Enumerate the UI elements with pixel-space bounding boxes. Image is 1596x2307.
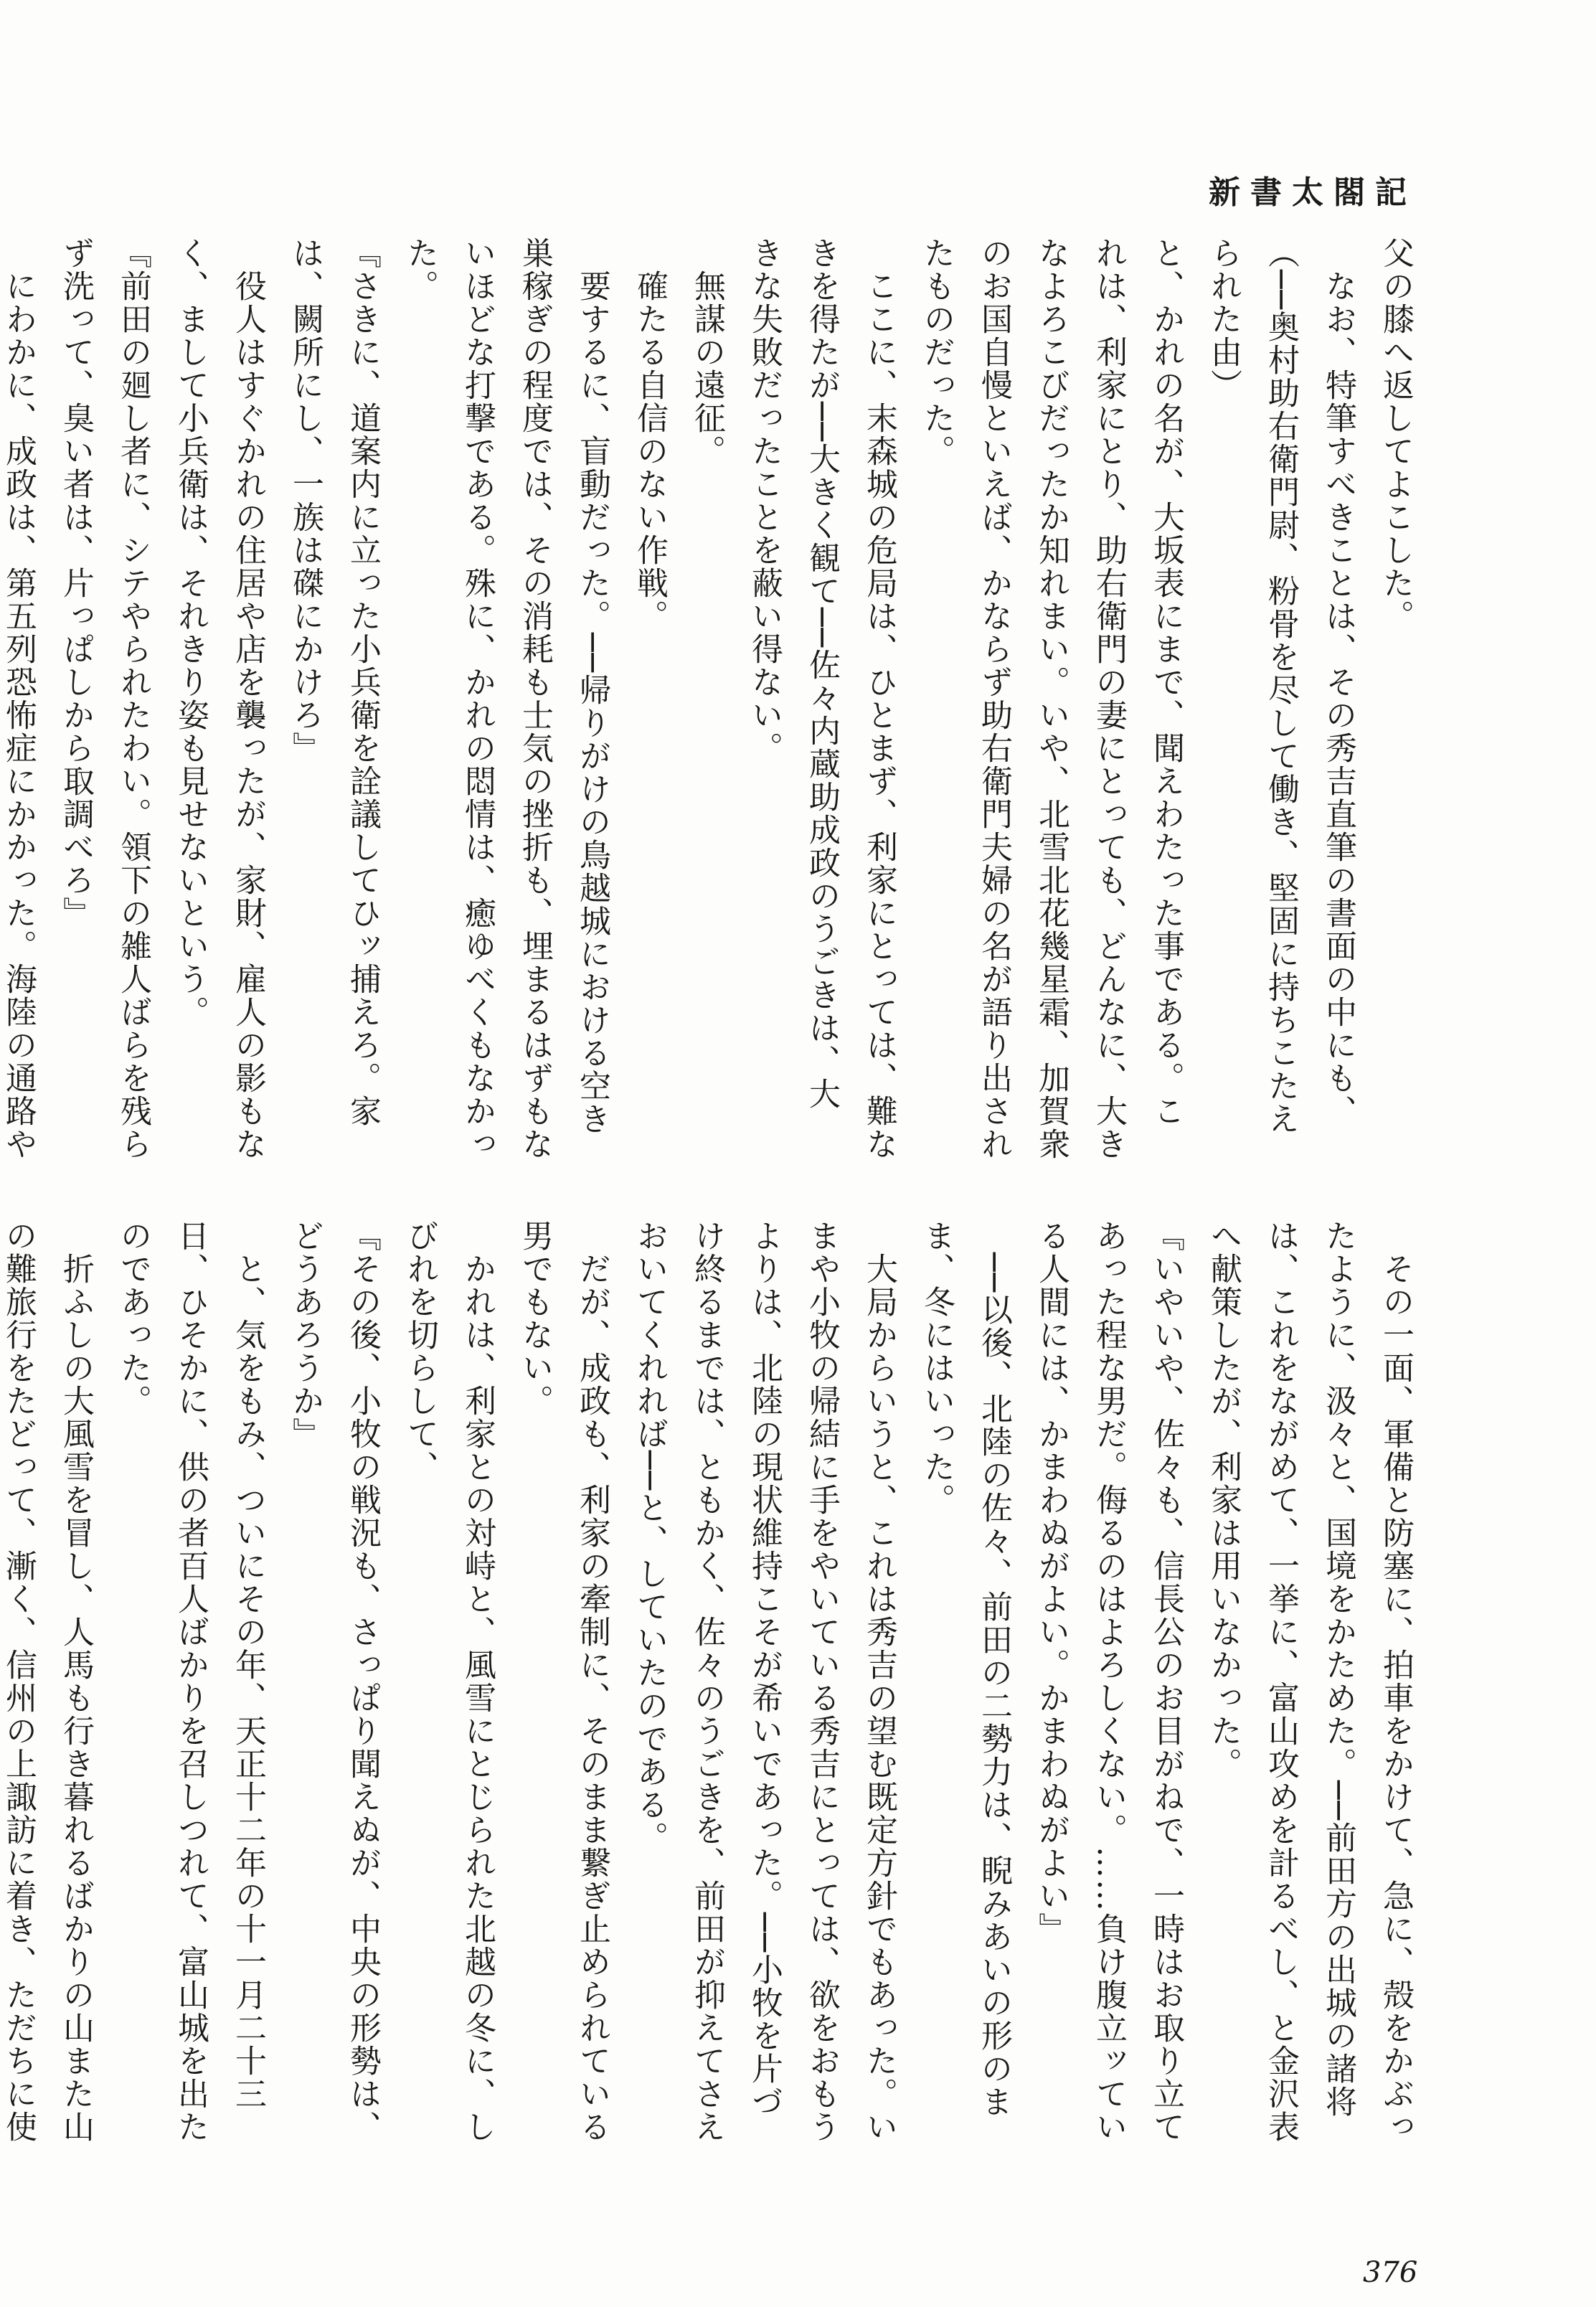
text-column: その一面、軍備と防塞に、拍車をかけて、急に、殻をかぶっ [1377,1219,1414,2143]
text-column: にわかに、成政は、第五列恐怖症にかかった。海陸の通路や [0,237,37,1161]
text-column: れは、利家にとり、助右衛門の妻にとっても、どんなに、大き [1090,237,1127,1161]
upper-text-block [0,237,1424,1162]
text-column: だが、成政も、利家の牽制に、そのまま繋ぎ止められている [574,1219,610,2143]
text-column: なよろこびだったか知れまい。いや、北雪北花幾星霜、加賀衆 [1033,237,1069,1161]
text-column: たように、汲々と、国境をかためた。──前田方の出城の諸将 [1320,1219,1356,2118]
text-column: ここに、末森城の危局は、ひとまず、利家にとっては、難な [861,237,897,1161]
text-column: ま、冬にはいった。 [918,1219,955,1516]
text-column: と、かれの名が、大坂表にまで、聞えわたった事である。こ [1148,237,1184,1128]
text-column: きな失敗だったことを蔽い得ない。 [746,237,783,765]
text-column: 無謀の遠征。 [689,237,725,468]
text-column: 大局からいうと、これは秀吉の望む既定方針でもあった。い [861,1219,897,2143]
text-column: いほどな打撃である。殊に、かれの悶情は、癒ゆべくもなかっ [459,237,496,1161]
text-column: 『その後、小牧の戦況も、さっぱり聞えぬが、中央の形勢は、 [344,1219,381,2143]
text-column: 巣稼ぎの程度では、その消耗も士気の挫折も、埋まるはずもな [516,237,553,1161]
text-column: びれを切らして、 [402,1219,438,1483]
text-column: どうあろうか』 [287,1219,324,1450]
text-column: （──奥村助右衛門尉、粉骨を尽して働き、堅固に持ちこたえ [1262,237,1299,1136]
running-header: 新書太閤記 [1209,174,1417,211]
text-column: のであった。 [115,1219,151,1417]
text-column: よりは、北陸の現状維持こそが希いであった。──小牧を片づ [746,1219,783,2118]
text-column: け終るまでは、ともかく、佐々のうごきを、前田が抑えてさえ [689,1219,725,2143]
text-column: 父の膝へ返してよこした。 [1377,237,1414,633]
page-number: 376 [1363,2256,1418,2289]
text-column: と、気をもみ、ついにその年、天正十二年の十一月二十三 [230,1219,266,2110]
text-column: 確たる自信のない作戦。 [631,237,668,633]
text-column: く、まして小兵衛は、それきり姿も見せないという。 [172,237,209,1029]
text-column: おいてくれれば──と、していたのである。 [631,1219,668,1854]
text-column: 折ふしの大風雪を冒し、人馬も行き暮れるばかりの山また山 [57,1219,94,2143]
text-column: た。 [402,237,438,303]
text-column: へ献策したが、利家は用いなかった。 [1205,1219,1242,1780]
text-column: かれは、利家との対峙と、風雪にとじられた北越の冬に、し [459,1219,496,2143]
text-column: きを得たが──大きく観て──佐々内蔵助成政のうごきは、大 [803,237,840,1110]
text-column: たものだった。 [918,237,955,468]
text-column: のお国自慢といえば、かならず助右衛門夫婦の名が語り出され [976,237,1012,1161]
text-column: あった程な男だ。侮るのはよろしくない。……負け腹立ッてい [1090,1219,1127,2143]
text-column: 男でもない。 [516,1219,553,1417]
text-column: ──以後、北陸の佐々、前田の二勢力は、睨みあいの形のま [976,1219,1012,2118]
text-column: 日、ひそかに、供の者百人ばかりを召しつれて、富山城を出た [172,1219,209,2143]
text-column: る人間には、かまわぬがよい。かまわぬがよい』 [1033,1219,1069,1945]
text-column: なお、特筆すべきことは、その秀吉直筆の書面の中にも、 [1320,237,1356,1128]
text-column: まや小牧の帰結に手をやいている秀吉にとっては、欲をおもう [803,1219,840,2143]
text-column: られた由） [1205,237,1242,402]
text-column: は、これをながめて、一挙に、富山攻めを計るべし、と金沢表 [1262,1219,1299,2143]
text-column: 『前田の廻し者に、シテやられたわい。領下の雑人ばらを残ら [115,237,151,1161]
text-column: 役人はすぐかれの住居や店を襲ったが、家財、雇人の影もな [230,237,266,1161]
text-column: 『さきに、道案内に立った小兵衛を詮議してひッ捕えろ。家 [344,237,381,1128]
text-column: 『いやいや、佐々も、信長公のお目がねで、一時はお取り立て [1148,1219,1184,2143]
text-column: は、闕所にし、一族は磔にかけろ』 [287,237,324,765]
text-column: の難旅行をたどって、漸く、信州の上諏訪に着き、ただちに使 [0,1219,37,2143]
text-column: ず洗って、臭い者は、片っぱしから取調べろ』 [57,237,94,930]
text-column: 要するに、盲動だった。──帰りがけの鳥越城における空き [574,237,610,1136]
lower-text-block [0,1219,1424,2159]
